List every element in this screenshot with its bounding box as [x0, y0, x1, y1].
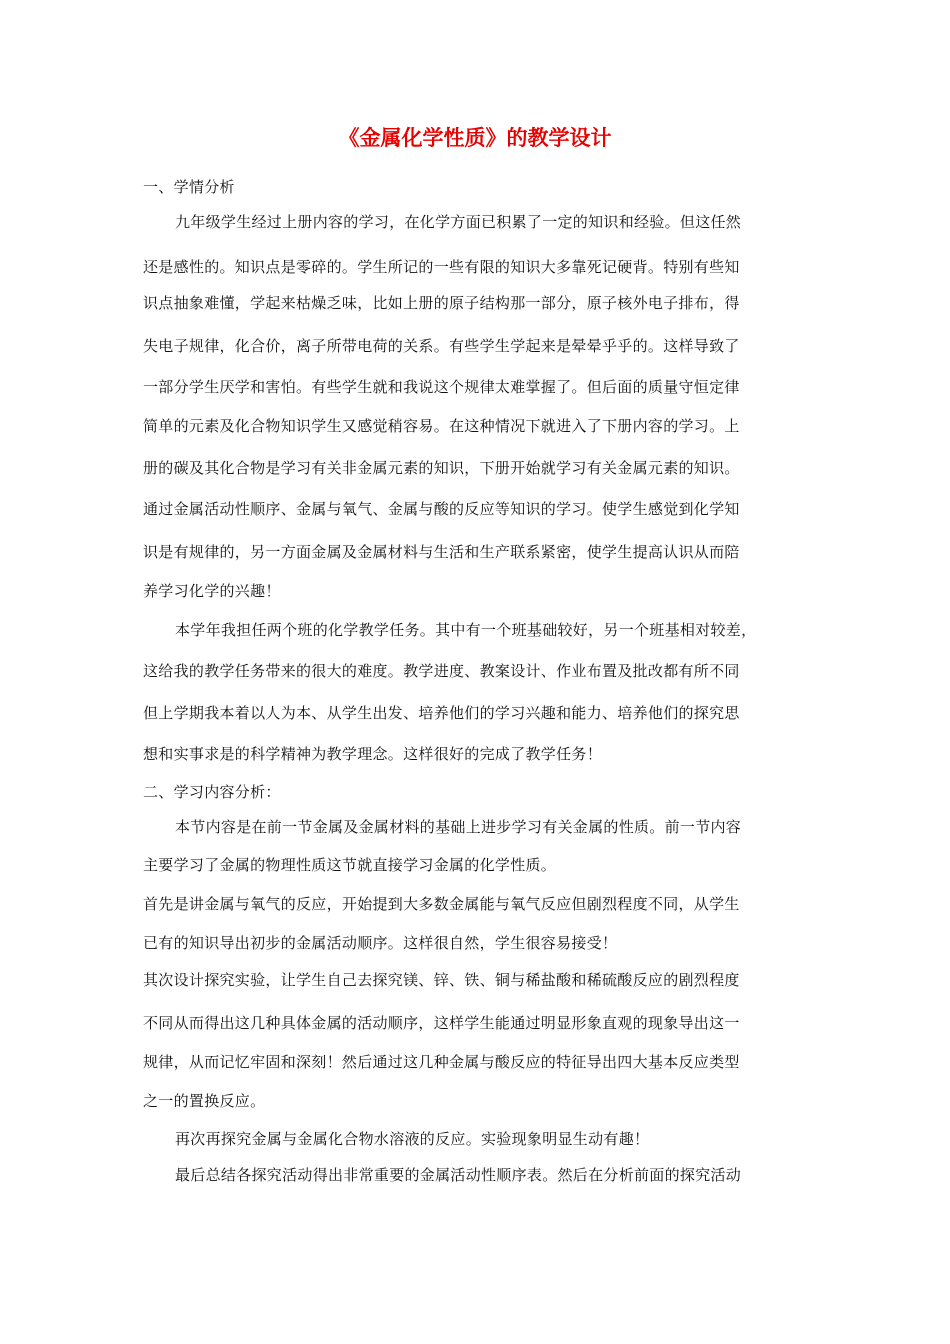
paragraph-line: 本节内容是在前一节金属及金属材料的基础上进步学习有关金属的性质。前一节内容 — [175, 818, 742, 836]
document-title: 《金属化学性质》的教学设计 — [338, 125, 612, 150]
paragraph-line: 首先是讲金属与氧气的反应，开始提到大多数金属能与氧气反应但剧烈程度不同，从学生 — [143, 895, 740, 913]
paragraph-line: 养学习化学的兴趣！ — [143, 582, 281, 600]
section-heading-student-analysis: 一、学情分析 — [143, 178, 235, 196]
paragraph-line: 想和实事求是的科学精神为教学理念。这样很好的完成了教学任务！ — [143, 745, 603, 763]
paragraph-line: 其次设计探究实验，让学生自己去探究镁、锌、铁、铜与稀盐酸和稀硫酸反应的剧烈程度 — [143, 971, 740, 989]
paragraph-line: 不同从而得出这几种具体金属的活动顺序，这样学生能通过明显形象直观的现象导出这一 — [143, 1014, 740, 1032]
paragraph-line: 识是有规律的，另一方面金属及金属材料与生活和生产联系紧密，使学生提高认识从而陪 — [143, 543, 740, 561]
paragraph-line: 简单的元素及化合物知识学生又感觉稍容易。在这种情况下就进入了下册内容的学习。上 — [143, 417, 740, 435]
paragraph-line: 之一的置换反应。 — [143, 1092, 266, 1110]
section-heading-content-analysis: 二、学习内容分析： — [143, 783, 281, 801]
paragraph-line: 规律，从而记忆牢固和深刻！然后通过这几种金属与酸反应的特征导出四大基本反应类型 — [143, 1053, 740, 1071]
paragraph-line: 一部分学生厌学和害怕。有些学生就和我说这个规律太难掌握了。但后面的质量守恒定律 — [143, 378, 740, 396]
paragraph-line: 最后总结各探究活动得出非常重要的金属活动性顺序表。然后在分析前面的探究活动 — [175, 1166, 742, 1184]
paragraph-line: 主要学习了金属的物理性质这节就直接学习金属的化学性质。 — [143, 856, 557, 874]
paragraph-line: 册的碳及其化合物是学习有关非金属元素的知识，下册开始就学习有关金属元素的知识。 — [143, 459, 740, 477]
paragraph-line: 失电子规律，化合价，离子所带电荷的关系。有些学生学起来是晕晕乎乎的。这样导致了 — [143, 337, 740, 355]
paragraph-line: 九年级学生经过上册内容的学习，在化学方面已积累了一定的知识和经验。但这任然 — [175, 213, 742, 231]
paragraph-line: 已有的知识导出初步的金属活动顺序。这样很自然，学生很容易接受！ — [143, 934, 618, 952]
paragraph-line: 通过金属活动性顺序、金属与氧气、金属与酸的反应等知识的学习。使学生感觉到化学知 — [143, 500, 740, 518]
paragraph-line: 再次再探究金属与金属化合物水溶液的反应。实验现象明显生动有趣！ — [175, 1130, 650, 1148]
paragraph-line: 还是感性的。知识点是零碎的。学生所记的一些有限的知识大多靠死记硬背。特别有些知 — [143, 258, 740, 276]
paragraph-line: 本学年我担任两个班的化学教学任务。其中有一个班基础较好，另一个班基相对较差， — [175, 621, 757, 639]
paragraph-line: 但上学期我本着以人为本、从学生出发、培养他们的学习兴趣和能力、培养他们的探究思 — [143, 704, 740, 722]
paragraph-line: 识点抽象难懂，学起来枯燥乏味，比如上册的原子结构那一部分，原子核外电子排布，得 — [143, 294, 740, 312]
paragraph-line: 这给我的教学任务带来的很大的难度。教学进度、教案设计、作业布置及批改都有所不同 — [143, 662, 740, 680]
